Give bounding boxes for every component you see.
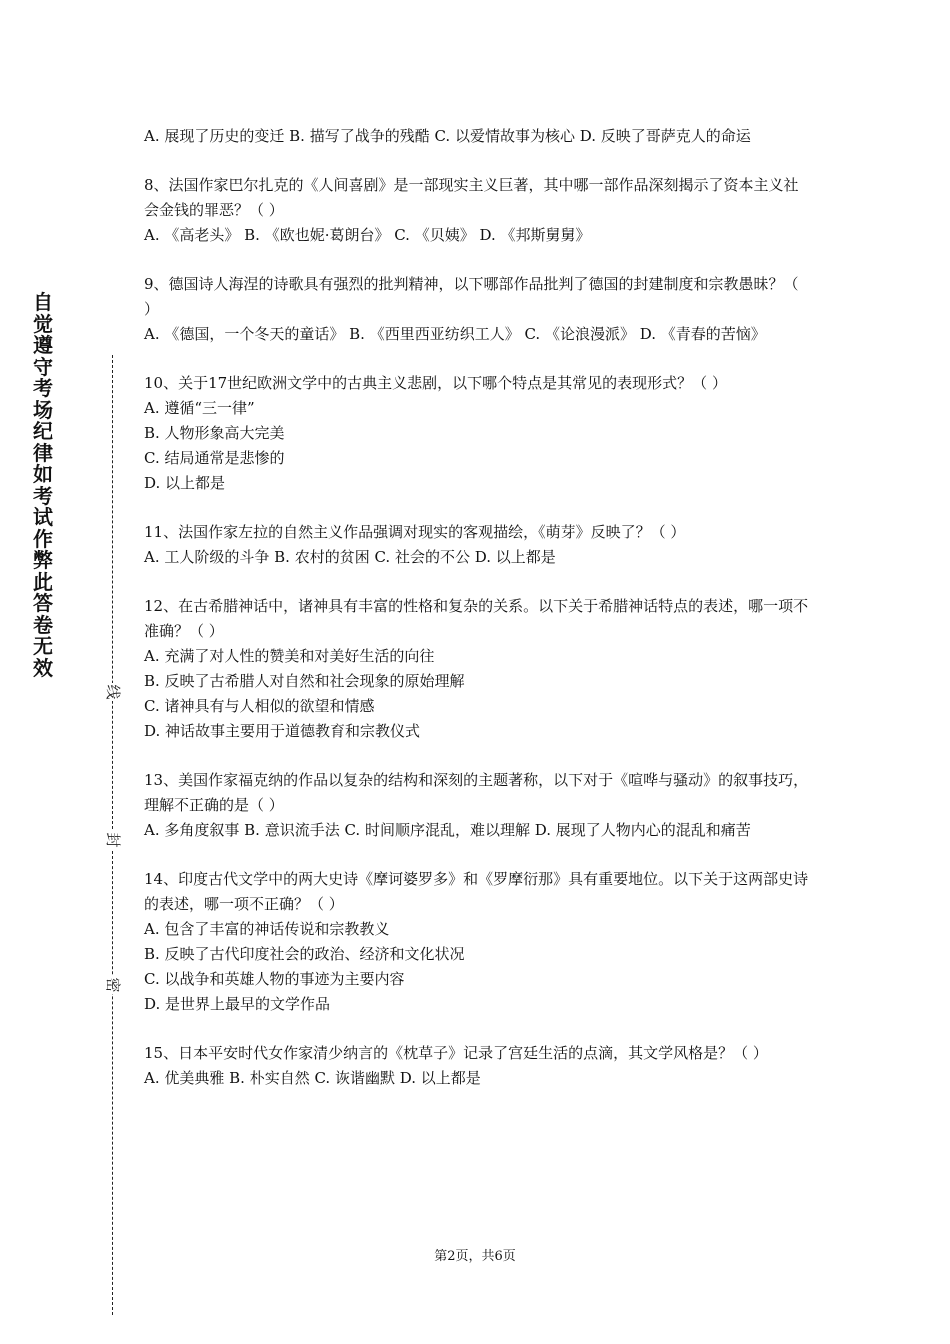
question-stem: 12、在古希腊神话中，诸神具有丰富的性格和复杂的关系。以下关于希腊神话特点的表述，哪一项不准确？（ ） — [144, 597, 809, 640]
question-stem: 10、关于17世纪欧洲文学中的古典主义悲剧，以下哪个特点是其常见的表现形式？（ ） — [144, 374, 727, 392]
option-line: A. 优美典雅 B. 朴实自然 C. 诙谐幽默 D. 以上都是 — [144, 1069, 481, 1087]
option-b: B. 反映了古代印度社会的政治、经济和文化状况 — [144, 945, 465, 963]
question-11 — [144, 520, 810, 570]
question-stem: 14、印度古代文学中的两大史诗《摩诃婆罗多》和《罗摩衍那》具有重要地位。以下关于这两部史诗的表述，哪一项不正确？（ ） — [144, 870, 809, 913]
page-number-footer: 第2页，共6页 — [434, 1249, 516, 1264]
option-a: A. 包含了丰富的神话传说和宗教教义 — [144, 920, 390, 938]
seal-mark-line: 线 — [104, 684, 122, 700]
question-14 — [144, 867, 810, 1017]
option-line: A. 《德国，一个冬天的童话》 B. 《西里西亚纺织工人》 C. 《论浪漫派》 D. 《青春的苦恼》 — [144, 325, 766, 343]
seal-mark-secret: 密 — [104, 977, 122, 993]
question-stem: 9、德国诗人海涅的诗歌具有强烈的批判精神，以下哪部作品批判了德国的封建制度和宗教愚昧？（ ） — [144, 275, 799, 318]
question-8 — [144, 173, 810, 248]
option-b: B. 反映了古希腊人对自然和社会现象的原始理解 — [144, 672, 465, 690]
option-d: D. 是世界上最早的文学作品 — [144, 995, 331, 1013]
seal-mark-seal: 封 — [104, 832, 122, 848]
option-line: A. 《高老头》 B. 《欧也妮·葛朗台》 C. 《贝姨》 D. 《邦斯舅舅》 — [144, 226, 591, 244]
option-line: A. 展现了历史的变迁 B. 描写了战争的残酷 C. 以爱情故事为核心 D. 反映了哥萨克人的命运 — [144, 127, 751, 145]
option-a: A. 遵循“三一律” — [144, 399, 255, 417]
question-9 — [144, 272, 810, 347]
question-15 — [144, 1041, 810, 1091]
question-12 — [144, 594, 810, 744]
question-stem: 13、美国作家福克纳的作品以复杂的结构和深刻的主题著称，以下对于《喧哗与骚动》的叙事技巧，理解不正确的是（ ） — [144, 771, 809, 814]
option-line: A. 工人阶级的斗争 B. 农村的贫困 C. 社会的不公 D. 以上都是 — [144, 548, 556, 566]
question-list — [144, 124, 810, 1115]
option-d: D. 神话故事主要用于道德教育和宗教仪式 — [144, 722, 421, 740]
option-line: A. 多角度叙事 B. 意识流手法 C. 时间顺序混乱，难以理解 D. 展现了人物内心的混乱和痛苦 — [144, 821, 751, 839]
question-13 — [144, 768, 810, 843]
question-7-options — [144, 124, 810, 149]
option-c: C. 诸神具有与人相似的欲望和情感 — [144, 697, 375, 715]
question-10 — [144, 371, 810, 496]
option-d: D. 以上都是 — [144, 474, 226, 492]
exam-discipline-warning: 自觉遵守考场纪律如考试作弊此答卷无效 — [33, 290, 53, 680]
question-stem: 8、法国作家巴尔扎克的《人间喜剧》是一部现实主义巨著，其中哪一部作品深刻揭示了资本主义社会金钱的罪恶？（ ） — [144, 176, 799, 219]
option-c: C. 结局通常是悲惨的 — [144, 449, 285, 467]
option-a: A. 充满了对人性的赞美和对美好生活的向往 — [144, 647, 435, 665]
option-c: C. 以战争和英雄人物的事迹为主要内容 — [144, 970, 405, 988]
option-b: B. 人物形象高大完美 — [144, 424, 285, 442]
question-stem: 15、日本平安时代女作家清少纳言的《枕草子》记录了宫廷生活的点滴，其文学风格是？（ ） — [144, 1044, 768, 1062]
question-stem: 11、法国作家左拉的自然主义作品强调对现实的客观描绘，《萌芽》反映了？（ ） — [144, 523, 686, 541]
